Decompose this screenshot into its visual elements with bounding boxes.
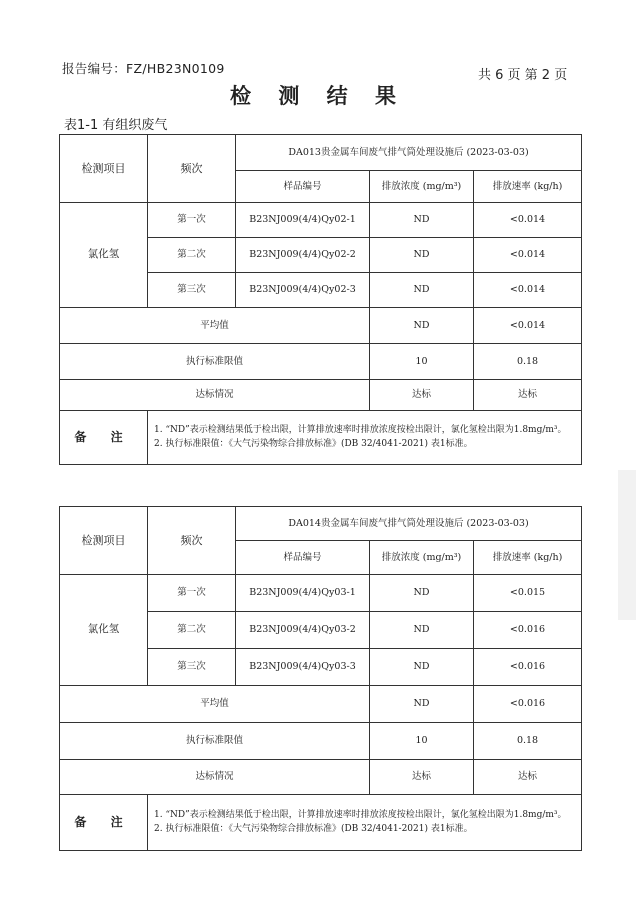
status-concentration: 达标 <box>370 380 474 411</box>
row-concentration: ND <box>370 203 474 238</box>
limit-concentration: 10 <box>370 344 474 380</box>
result-table-da014 <box>59 506 582 851</box>
header-item: 检测项目 <box>60 507 148 575</box>
header-rate: 排放速率 (kg/h) <box>474 171 582 203</box>
note-line-1: 1. “ND”表示检测结果低于检出限，计算排放速率时排放浓度按检出限计，氯化氢检出限为1.8mg/m³。 <box>154 810 567 821</box>
status-rate: 达标 <box>474 760 582 795</box>
header-rate: 排放速率 (kg/h) <box>474 541 582 575</box>
average-rate: <0.014 <box>474 308 582 344</box>
limit-rate: 0.18 <box>474 723 582 760</box>
notes-text <box>148 411 582 465</box>
header-frequency: 频次 <box>148 507 236 575</box>
row-rate: <0.014 <box>474 203 582 238</box>
pollutant-name: 氯化氢 <box>60 575 148 686</box>
limit-rate: 0.18 <box>474 344 582 380</box>
header-sample-id: 样品编号 <box>236 541 370 575</box>
row-rate: <0.015 <box>474 575 582 612</box>
facility-title: DA014贵金属车间废气排气筒处理设施后 (2023-03-03) <box>236 507 582 541</box>
average-label: 平均值 <box>60 308 370 344</box>
row-sample-id: B23NJ009(4/4)Qy02-2 <box>236 238 370 273</box>
pollutant-name: 氯化氢 <box>60 203 148 308</box>
row-frequency: 第一次 <box>148 575 236 612</box>
facility-title: DA013贵金属车间废气排气筒处理设施后 (2023-03-03) <box>236 135 582 171</box>
status-rate: 达标 <box>474 380 582 411</box>
limit-label: 执行标准限值 <box>60 344 370 380</box>
header-concentration: 排放浓度 (mg/m³) <box>370 541 474 575</box>
row-sample-id: B23NJ009(4/4)Qy03-3 <box>236 649 370 686</box>
average-label: 平均值 <box>60 686 370 723</box>
row-concentration: ND <box>370 612 474 649</box>
notes-label: 备 注 <box>60 411 148 465</box>
document-title: 检 测 结 果 <box>230 84 406 108</box>
row-rate: <0.016 <box>474 649 582 686</box>
note-line-2: 2. 执行标准限值：《大气污染物综合排放标准》(DB 32/4041-2021) 表1标准。 <box>154 438 473 449</box>
notes-label: 备 注 <box>60 795 148 851</box>
row-sample-id: B23NJ009(4/4)Qy03-1 <box>236 575 370 612</box>
note-line-2: 2. 执行标准限值：《大气污染物综合排放标准》(DB 32/4041-2021) 表1标准。 <box>154 823 473 834</box>
row-rate: <0.016 <box>474 612 582 649</box>
limit-concentration: 10 <box>370 723 474 760</box>
table-caption: 表1-1 有组织废气 <box>64 118 168 133</box>
note-line-1: 1. “ND”表示检测结果低于检出限，计算排放速率时排放浓度按检出限计，氯化氢检出限为1.8mg/m³。 <box>154 425 567 436</box>
header-item: 检测项目 <box>60 135 148 203</box>
header-concentration: 排放浓度 (mg/m³) <box>370 171 474 203</box>
scan-edge-shadow <box>618 470 636 620</box>
row-concentration: ND <box>370 649 474 686</box>
average-concentration: ND <box>370 308 474 344</box>
row-sample-id: B23NJ009(4/4)Qy02-1 <box>236 203 370 238</box>
page-indicator: 共 6 页 第 2 页 <box>478 68 568 83</box>
row-sample-id: B23NJ009(4/4)Qy03-2 <box>236 612 370 649</box>
status-label: 达标情况 <box>60 760 370 795</box>
limit-label: 执行标准限值 <box>60 723 370 760</box>
row-concentration: ND <box>370 238 474 273</box>
result-table-da013 <box>59 134 582 465</box>
row-rate: <0.014 <box>474 238 582 273</box>
average-rate: <0.016 <box>474 686 582 723</box>
notes-text <box>148 795 582 851</box>
header-sample-id: 样品编号 <box>236 171 370 203</box>
row-frequency: 第三次 <box>148 273 236 308</box>
row-frequency: 第三次 <box>148 649 236 686</box>
average-concentration: ND <box>370 686 474 723</box>
row-frequency: 第二次 <box>148 612 236 649</box>
row-concentration: ND <box>370 575 474 612</box>
status-concentration: 达标 <box>370 760 474 795</box>
row-rate: <0.014 <box>474 273 582 308</box>
row-frequency: 第二次 <box>148 238 236 273</box>
header-frequency: 频次 <box>148 135 236 203</box>
report-number: 报告编号：FZ/HB23N0109 <box>62 61 225 76</box>
row-sample-id: B23NJ009(4/4)Qy02-3 <box>236 273 370 308</box>
status-label: 达标情况 <box>60 380 370 411</box>
row-concentration: ND <box>370 273 474 308</box>
row-frequency: 第一次 <box>148 203 236 238</box>
